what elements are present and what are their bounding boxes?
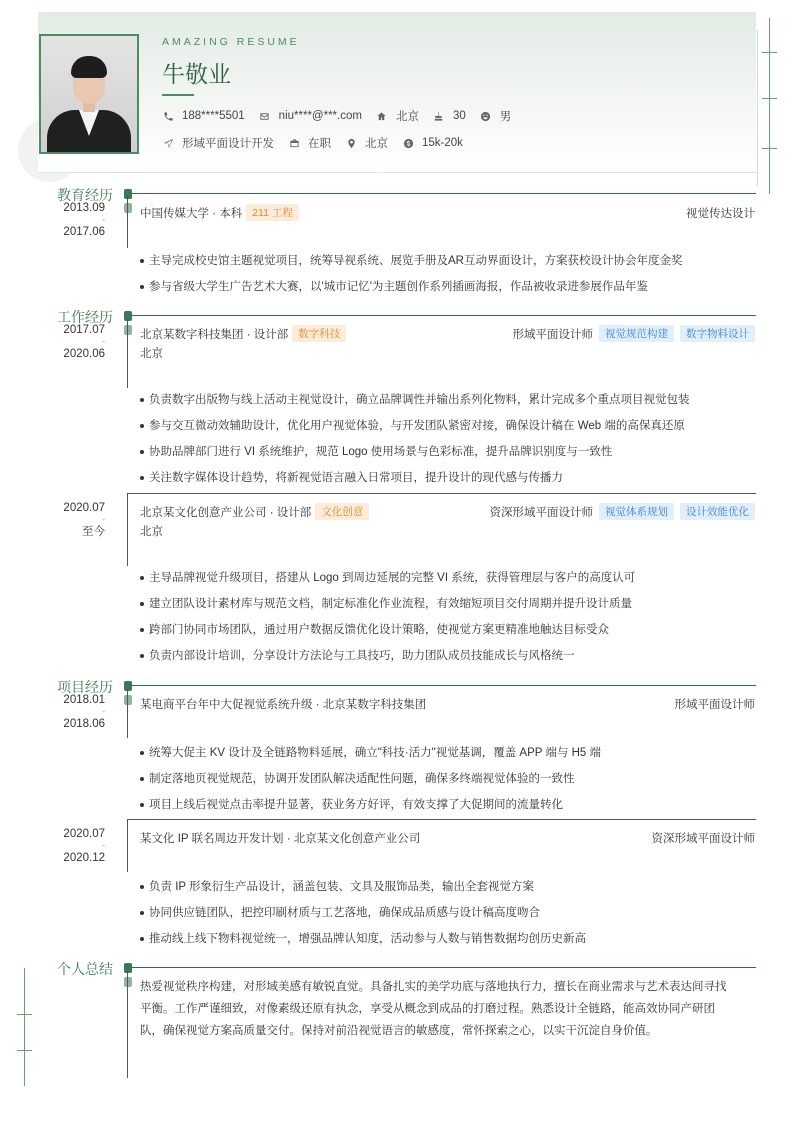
project-bullets	[139, 746, 759, 824]
timeline-marker	[124, 695, 132, 705]
salary-text: 15k-20k	[422, 137, 463, 149]
city-text: 北京	[395, 111, 419, 123]
list-item: 关注数字媒体设计趋势，将新视觉语言融入日常项目，提升设计的现代感与传播力	[139, 471, 759, 497]
section-rule	[130, 685, 756, 686]
decor-tick	[17, 1014, 32, 1015]
skill-tag: 数字物料设计	[680, 325, 755, 342]
list-item: 主导完成校史馆主题视觉项目，统筹导视系统、展览手册及AR互动界面设计，方案获校设计协会年度金奖	[139, 254, 759, 280]
job-role: 资深形域平面设计师	[489, 506, 593, 519]
work-bullets	[139, 393, 759, 497]
project-role: 形域平面设计师	[674, 699, 755, 711]
target-city-item	[345, 135, 388, 151]
age-item	[433, 110, 466, 122]
timeline-line	[127, 819, 128, 872]
target-city-text: 北京	[365, 138, 388, 150]
timeline-line	[127, 688, 128, 738]
age-text: 30	[452, 110, 466, 122]
decor-line	[769, 18, 770, 194]
company-name: 北京某数字科技集团 · 设计部	[140, 328, 289, 341]
mail-icon	[259, 110, 271, 122]
section-title-education: 教育经历	[57, 188, 113, 204]
email-text: niu****@***.com	[278, 110, 362, 122]
profile-photo	[39, 34, 139, 154]
phone-text: 188****5501	[182, 110, 245, 122]
section-rule	[130, 967, 756, 968]
section-marker	[124, 681, 132, 691]
project-bullets	[139, 880, 759, 958]
section-title-summary: 个人总结	[57, 962, 113, 978]
status-text: 在职	[308, 138, 331, 150]
decor-line	[757, 30, 758, 186]
resume-subtitle: AMAZING RESUME	[162, 36, 300, 48]
work-date: 2017.07 - 2020.06	[63, 324, 105, 360]
work-location: 北京	[140, 348, 163, 360]
timeline-marker	[124, 325, 132, 335]
smile-icon	[480, 110, 492, 122]
section-marker	[124, 963, 132, 973]
status-item	[288, 135, 331, 151]
edu-entry-head	[140, 204, 755, 221]
list-item: 制定落地页视觉规范，协调开发团队解决适配性问题，确保多终端视觉体验的一致性	[139, 772, 759, 798]
edu-date: 2013.09 - 2017.06	[63, 202, 105, 238]
skill-tag: 视觉体系规划	[599, 503, 674, 520]
skill-tag: 视觉规范构建	[599, 325, 674, 342]
timeline-marker	[124, 203, 132, 213]
intent-row	[162, 135, 477, 151]
section-rule	[130, 193, 756, 194]
company-tag: 数字科技	[292, 325, 346, 342]
timeline-line	[127, 196, 128, 248]
school-name: 中国传媒大学 · 本科	[140, 207, 243, 220]
list-item: 协助品牌部门进行 VI 系统维护，规范 Logo 使用场景与色彩标准，提升品牌识别度与一致性	[139, 445, 759, 471]
work-date: 2020.07 - 至今	[63, 502, 105, 538]
summary-text	[140, 976, 754, 1042]
list-item: 跨部门协同市场团队，通过用户数据反馈优化设计策略，使视觉方案更精准地触达目标受众	[139, 623, 759, 649]
decor-tick	[17, 1050, 32, 1051]
coin-icon	[402, 137, 414, 149]
position-item	[162, 135, 274, 151]
section-rule	[130, 315, 756, 316]
project-entry-head	[140, 830, 755, 846]
list-item: 参与省级大学生广告艺术大赛，以'城市记忆'为主题创作系列插画海报，作品被收录进参展作品年鉴	[139, 280, 759, 306]
list-item: 建立团队设计素材库与规范文档，制定标准化作业流程，有效缩短项目交付周期并提升设计质量	[139, 597, 759, 623]
gender-item	[480, 108, 512, 124]
list-item: 主导品牌视觉升级项目，搭建从 Logo 到周边延展的完整 VI 系统，获得管理层与客户的高度认可	[139, 571, 759, 597]
decor-line	[24, 968, 25, 1086]
list-item: 统筹大促主 KV 设计及全链路物料延展，确立"科技·活力"视觉基调，覆盖 APP 端与 H5 端	[139, 746, 759, 772]
entry-divider	[127, 493, 756, 494]
section-marker	[124, 189, 132, 199]
timeline-line	[127, 493, 128, 566]
work-entry-head	[140, 503, 755, 520]
company-tag: 文化创意	[315, 503, 369, 520]
timeline-marker	[124, 977, 132, 987]
summary-line: 队，确保视觉方案高质量交付。保持对前沿视觉语言的敏感度，常怀探索之心，以实干沉淀自身价值。	[140, 1025, 658, 1037]
timeline-line	[127, 970, 128, 1078]
project-title: 某电商平台年中大促视觉系统升级 · 北京某数字科技集团	[140, 699, 427, 711]
decor-tick	[762, 98, 777, 99]
school-tag: 211 工程	[246, 204, 299, 221]
summary-line: 平衡。工作严谨细致，对像素级还原有执念，享受从概念到成品的打磨过程。熟悉设计全链路，能高效协同产研团	[140, 1003, 715, 1015]
salary-item	[402, 137, 463, 149]
entry-divider	[127, 819, 756, 820]
name-underline	[162, 94, 194, 96]
project-role: 资深形域平面设计师	[651, 833, 755, 845]
project-title: 某文化 IP 联名周边开发计划 · 北京某文化创意产业公司	[140, 833, 421, 845]
project-date: 2018.01 - 2018.06	[63, 694, 105, 730]
decor-tick	[762, 52, 777, 53]
decor-tick	[762, 148, 777, 149]
edu-bullets	[139, 254, 759, 306]
list-item: 负责 IP 形象衍生产品设计，涵盖包装、文具及服饰品类，输出全套视觉方案	[139, 880, 759, 906]
cake-icon	[433, 110, 445, 122]
list-item: 协同供应链团队，把控印刷材质与工艺落地，确保成品质感与设计稿高度吻合	[139, 906, 759, 932]
project-entry-head	[140, 696, 755, 712]
candidate-name: 牛敬业	[162, 62, 231, 88]
phone-item	[162, 110, 245, 122]
list-item: 参与交互微动效辅助设计，优化用户视觉体验，与开发团队紧密对接，确保设计稿在 Web 端的高保真还原	[139, 419, 759, 445]
send-icon	[162, 137, 174, 149]
project-date: 2020.07 - 2020.12	[63, 828, 105, 864]
major-text: 视觉传达设计	[686, 207, 755, 220]
city-item	[376, 108, 419, 124]
contact-row	[162, 108, 525, 124]
section-marker	[124, 311, 132, 321]
gender-text: 男	[499, 111, 512, 123]
summary-line: 热爱视觉秩序构建，对形域美感有敏锐直觉。具备扎实的美学功底与落地执行力，擅长在商业需求与艺术表达间寻找	[140, 981, 727, 993]
email-item	[259, 110, 362, 122]
timeline-line	[127, 318, 128, 388]
work-entry-head	[140, 325, 755, 342]
home-icon	[376, 110, 388, 122]
list-item: 负责数字出版物与线上活动主视觉设计，确立品牌调性并输出系列化物料，累计完成多个重点项目视觉包装	[139, 393, 759, 419]
list-item: 负责内部设计培训，分享设计方法论与工具技巧，助力团队成员技能成长与风格统一	[139, 649, 759, 675]
position-text: 形域平面设计开发	[182, 138, 274, 150]
skill-tag: 设计效能优化	[680, 503, 755, 520]
work-location: 北京	[140, 526, 163, 538]
section-title-work: 工作经历	[57, 310, 113, 326]
job-role: 形域平面设计师	[512, 328, 593, 341]
briefcase-icon	[288, 137, 300, 149]
list-item: 项目上线后视觉点击率提升显著，获业务方好评，有效支撑了大促期间的流量转化	[139, 798, 759, 824]
work-bullets	[139, 571, 759, 675]
phone-icon	[162, 110, 174, 122]
list-item: 推动线上线下物料视觉统一，增强品牌认知度，活动参与人数与销售数据均创历史新高	[139, 932, 759, 958]
company-name: 北京某文化创意产业公司 · 设计部	[140, 506, 312, 519]
location-pin-icon	[345, 137, 357, 149]
section-title-projects: 项目经历	[57, 680, 113, 696]
